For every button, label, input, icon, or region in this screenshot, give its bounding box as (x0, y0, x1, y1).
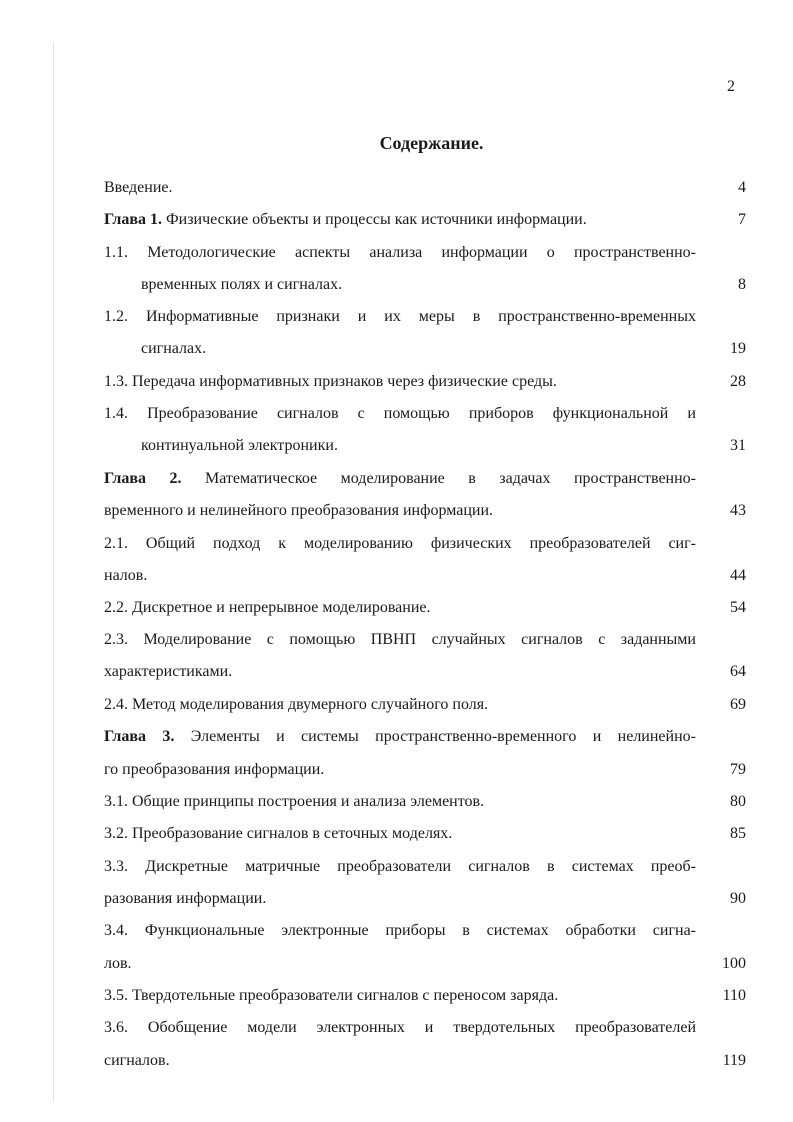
toc-entry-line: налов. (104, 567, 148, 584)
toc-entry-line: 2.1. Общий подход к моделированию физических преобразователей сиг- (104, 535, 696, 552)
toc-entry-page: 79 (730, 761, 746, 778)
toc-entry-line: 1.2. Информативные признаки и их меры в пространственно-временных (104, 308, 696, 325)
toc-entry-line: сигналах. (141, 340, 207, 357)
toc-entry-line: го преобразования информации. (104, 761, 325, 778)
toc-entry-page: 7 (738, 211, 746, 228)
toc-entry-line: 3.4. Функциональные электронные приборы в системах обработки сигна- (104, 922, 696, 939)
toc-entry-page: 90 (730, 890, 746, 907)
toc-entry-page: 85 (730, 825, 746, 842)
toc-entry-line: 3.5. Твердотельные преобразователи сигналов с переносом заряда. (104, 987, 559, 1004)
toc-entry-line: 1.3. Передача информативных признаков через физические среды. (104, 373, 557, 390)
toc-entry-page: 54 (730, 599, 746, 616)
toc-entry-page: 44 (730, 567, 746, 584)
toc-entry-line: 2.2. Дискретное и непрерывное моделирование. (104, 599, 431, 616)
chapter-label: Глава 1. (104, 211, 162, 228)
toc-entry-line: сигналов. (104, 1052, 170, 1069)
toc-entry-page: 119 (722, 1052, 746, 1069)
toc-title: Содержание. (379, 133, 484, 153)
toc-entry-line: Введение. (104, 179, 173, 196)
toc-chapter-line: Глава 2. Математическое моделирование в задачах пространственно- (104, 470, 696, 487)
toc-entry-line: 1.1. Методологические аспекты анализа информации о пространственно- (104, 244, 696, 261)
toc-entry-page: 28 (730, 373, 746, 390)
toc-entry-line: временных полях и сигналах. (141, 276, 343, 293)
toc-entry-page: 80 (730, 793, 746, 810)
toc-entry-page: 8 (738, 276, 746, 293)
scan-edge-divider (53, 42, 54, 1102)
toc-chapter-line: Глава 3. Элементы и системы пространственно-временного и нелинейно- (104, 728, 696, 745)
chapter-label: Глава 2. (104, 470, 182, 487)
toc-entry-page: 64 (730, 663, 746, 680)
toc-entry-page: 69 (730, 696, 746, 713)
toc-entry-line: 2.3. Моделирование с помощью ПВНП случайных сигналов с заданными (104, 631, 696, 648)
toc-entry-line: 3.3. Дискретные матричные преобразователи сигналов в системах преоб- (104, 858, 696, 875)
toc-entry-page: 31 (730, 437, 746, 454)
toc-entry-line: характеристиками. (104, 663, 233, 680)
toc-entry-line: 3.1. Общие принципы построения и анализа элементов. (104, 793, 485, 810)
toc-entry-line: 2.4. Метод моделирования двумерного случайного поля. (104, 696, 489, 713)
toc-entry-line: 1.4. Преобразование сигналов с помощью приборов функциональной и (104, 405, 696, 422)
page-number: 2 (727, 78, 735, 95)
toc-chapter-line: Глава 1. Физические объекты и процессы как источники информации. (104, 211, 587, 228)
toc-entry-line: временного и нелинейного преобразования информации. (104, 502, 494, 519)
toc-entry-line: 3.2. Преобразование сигналов в сеточных моделях. (104, 825, 453, 842)
toc-entry-page: 19 (730, 340, 746, 357)
toc-entry-page: 43 (730, 502, 746, 519)
toc-entry-page: 110 (722, 987, 746, 1004)
toc-entry-page: 4 (738, 179, 746, 196)
toc-entry-page: 100 (722, 955, 746, 972)
toc-entry-line: лов. (104, 955, 132, 972)
toc-entry-line: разования информации. (104, 890, 267, 907)
toc-entry-line: 3.6. Обобщение модели электронных и твердотельных преобразователей (104, 1019, 696, 1036)
chapter-label: Глава 3. (104, 728, 175, 745)
toc-entry-line: континуальной электроники. (141, 437, 338, 454)
